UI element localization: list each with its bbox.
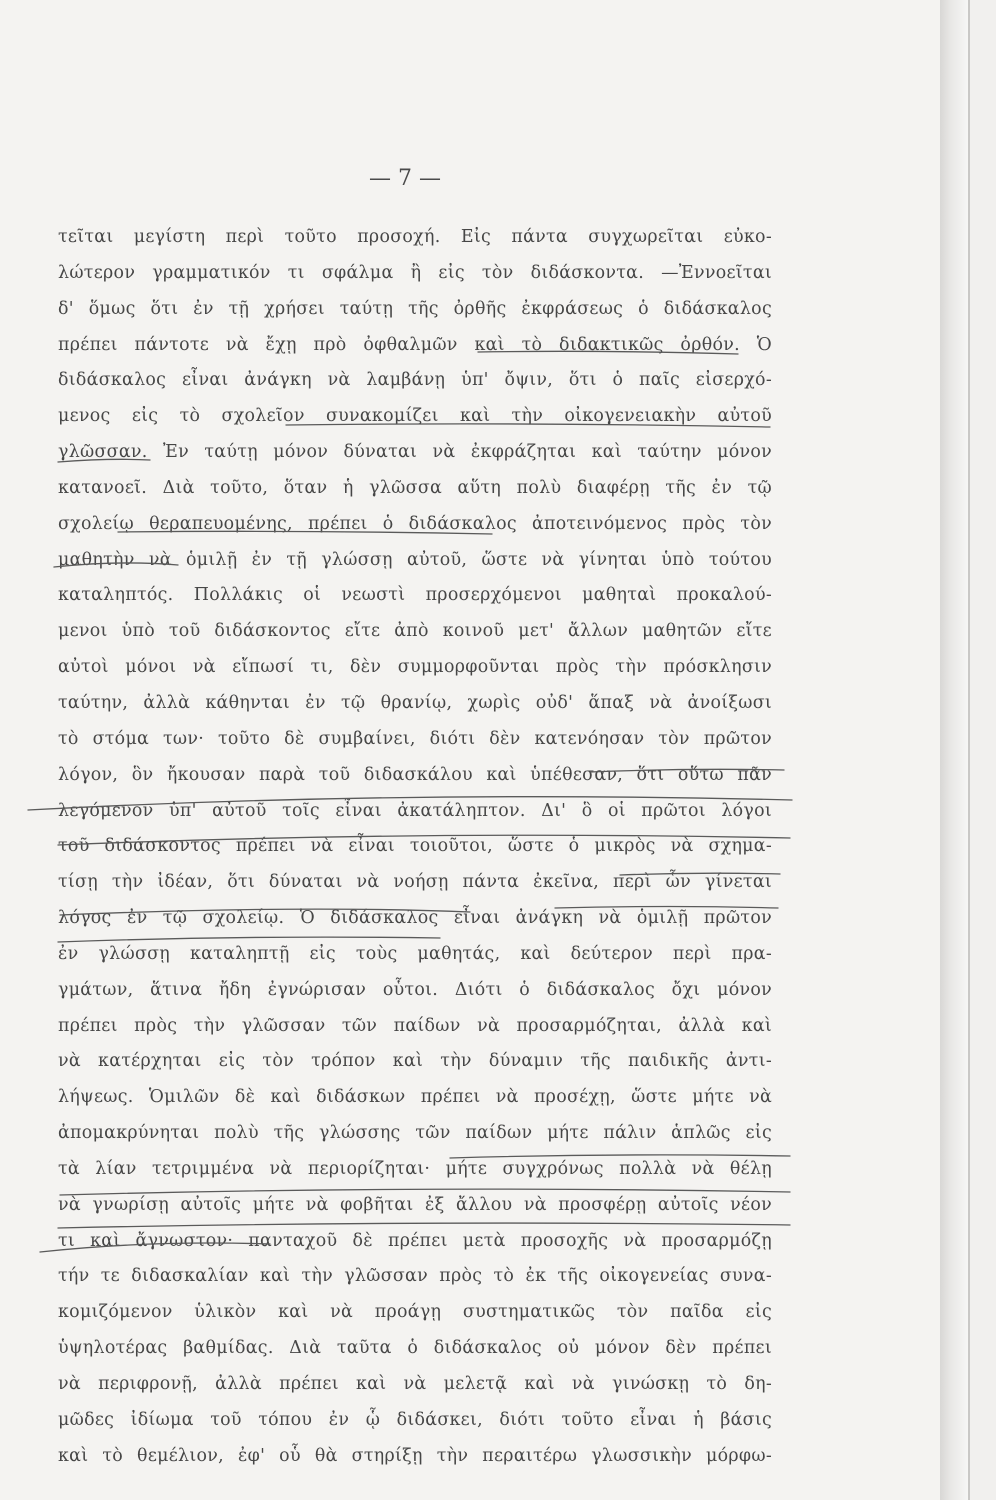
underline-mark [58, 1223, 790, 1228]
text-line: ἀπομακρύνηται πολὺ τῆς γλώσσης τῶν παίδων μήτε πάλιν ἁπλῶς εἰς [58, 1123, 772, 1144]
text-line: τὸ στόμα των· τοῦτο δὲ συμβαίνει, διότι δὲν κατενόησαν τὸν πρῶτον [58, 728, 772, 749]
text-line: τίσῃ τὴν ἰδέαν, ὅτι δύναται νὰ νοήσῃ πάντα ἐκεῖνα, περὶ ὧν γίνεται [58, 872, 772, 893]
underline-mark [60, 1189, 790, 1195]
text-line: σχολείῳ θεραπευομένης, πρέπει ὁ διδάσκαλος ἀποτεινόμενος πρὸς τὸν [58, 513, 772, 534]
underline-mark [58, 937, 440, 942]
text-line: λώτερον γραμματικόν τι σφάλμα ἢ εἰς τὸν διδάσκοντα. —Ἐννοεῖται [58, 262, 772, 283]
text-line: τὰ λίαν τετριμμένα νὰ περιορίζηται· μήτε συγχρόνως πολλὰ νὰ θέλῃ [58, 1158, 772, 1179]
text-line: λόγον, ὃν ἤκουσαν παρὰ τοῦ διδασκάλου καὶ ὑπέθεσαν, ὅτι οὕτω πᾶν [58, 764, 772, 785]
text-line: γλῶσσαν. Ἐν ταύτῃ μόνον δύναται νὰ ἐκφράζηται καὶ ταύτην μόνον [58, 442, 772, 463]
text-line: διδάσκαλος εἶναι ἀνάγκη νὰ λαμβάνῃ ὑπ' ὄψιν, ὅτι ὁ παῖς εἰσερχό- [58, 370, 772, 391]
underline-mark [118, 531, 492, 534]
underline-mark [58, 459, 150, 462]
text-line: ὑψηλοτέρας βαθμίδας. Διὰ ταῦτα ὁ διδάσκαλος οὐ μόνον δὲν πρέπει [58, 1338, 772, 1359]
text-line: καταληπτός. Πολλάκις οἱ νεωστὶ προσερχόμενοι μαθηταὶ προκαλού- [58, 585, 772, 606]
text-line: αὐτοὶ μόνοι νὰ εἴπωσί τι, δὲν συμμορφοῦνται πρὸς τὴν πρόσκλησιν [58, 657, 772, 678]
text-line: μενος εἰς τὸ σχολεῖον συνακομίζει καὶ τὴν οἰκογενειακὴν αὐτοῦ [58, 406, 772, 427]
underline-mark [620, 873, 780, 875]
underline-mark [555, 907, 778, 909]
text-line: κομιζόμενον ὑλικὸν καὶ νὰ προάγῃ συστηματικῶς τὸν παῖδα εἰς [58, 1302, 772, 1323]
text-line: πρέπει πάντοτε νὰ ἔχῃ πρὸ ὀφθαλμῶν καὶ τὸ διδακτικῶς ὀρθόν. Ὁ [58, 334, 772, 355]
page-number: — 7 — [369, 166, 441, 191]
text-line: καὶ τὸ θεμέλιον, ἐφ' οὗ θὰ στηρίξῃ τὴν περαιτέρω γλωσσικὴν μόρφω- [58, 1445, 772, 1466]
underline-mark [54, 563, 178, 567]
text-line: τι καὶ ἄγνωστον· πανταχοῦ δὲ πρέπει μετὰ προσοχῆς νὰ προσαρμόζῃ [58, 1230, 772, 1251]
underline-mark [60, 909, 470, 915]
text-line: τήν τε διδασκαλίαν καὶ τὴν γλῶσσαν πρὸς τὸ ἐκ τῆς οἰκογενείας συνα- [58, 1266, 772, 1287]
text-line: μενοι ὑπὸ τοῦ διδάσκοντος εἴτε ἀπὸ κοινοῦ μετ' ἄλλων μαθητῶν εἴτε [58, 621, 772, 642]
text-line: πρέπει πρὸς τὴν γλῶσσαν τῶν παίδων νὰ προσαρμόζηται, ἀλλὰ καὶ [58, 1015, 772, 1036]
text-line: δ' ὅμως ὅτι ἐν τῇ χρήσει ταύτῃ τῆς ὀρθῆς ἐκφράσεως ὁ διδάσκαλος [58, 298, 772, 319]
underline-mark [590, 769, 784, 772]
underline-mark [478, 351, 738, 354]
text-line: τοῦ διδάσκοντος πρέπει νὰ εἶναι τοιοῦτοι, ὥστε ὁ μικρὸς νὰ σχημα- [58, 836, 772, 857]
text-line: λόγος ἐν τῷ σχολείῳ. Ὁ διδάσκαλος εἶναι ἀνάγκη νὰ ὁμιλῇ πρῶτον [58, 908, 772, 929]
text-line: μῶδες ἰδίωμα τοῦ τόπου ἐν ᾧ διδάσκει, διότι τοῦτο εἶναι ἡ βάσις [58, 1409, 772, 1430]
text-line: νὰ περιφρονῇ, ἀλλὰ πρέπει καὶ νὰ μελετᾷ καὶ νὰ γινώσκῃ τὸ δη- [58, 1374, 772, 1394]
text-line: λήψεως. Ὁμιλῶν δὲ καὶ διδάσκων πρέπει νὰ προσέχῃ, ὥστε μήτε νὰ [58, 1087, 772, 1108]
underline-mark [28, 797, 792, 810]
text-line: κατανοεῖ. Διὰ τοῦτο, ὅταν ἡ γλῶσσα αὕτη πολὺ διαφέρῃ τῆς ἐν τῷ [58, 477, 772, 498]
underline-mark [58, 835, 790, 845]
text-line: μαθητὴν νὰ ὁμιλῇ ἐν τῇ γλώσσῃ αὐτοῦ, ὥστε νὰ γίνηται ὑπὸ τούτου [58, 549, 772, 570]
underline-mark [286, 424, 770, 427]
text-line: γμάτων, ἅτινα ἤδη ἐγνώρισαν οὗτοι. Διότι ὁ διδάσκαλος ὄχι μόνον [58, 979, 772, 1000]
text-line: νὰ κατέρχηται εἰς τὸν τρόπον καὶ τὴν δύναμιν τῆς παιδικῆς ἀντι- [58, 1051, 772, 1072]
text-line: λεγόμενον ὑπ' αὐτοῦ τοῖς εἶναι ἀκατάληπτον. Δι' ὃ οἱ πρῶτοι λόγοι [58, 800, 772, 821]
text-line: ταύτην, ἀλλὰ κάθηνται ἐν τῷ θρανίῳ, χωρὶς οὐδ' ἅπαξ νὰ ἀνοίξωσι [58, 692, 772, 713]
underline-mark [40, 1243, 270, 1252]
text-line: νὰ γνωρίσῃ αὐτοῖς μήτε νὰ φοβῆται ἐξ ἄλλου νὰ προσφέρῃ αὐτοῖς νέον [58, 1194, 772, 1215]
underline-mark [450, 1155, 790, 1158]
text-line: ἐν γλώσσῃ καταληπτῇ εἰς τοὺς μαθητάς, καὶ δεύτερον περὶ πρα- [58, 943, 772, 964]
text-line: τεῖται μεγίστη περὶ τοῦτο προσοχή. Εἰς πάντα συγχωρεῖται εὐκο- [58, 227, 772, 247]
